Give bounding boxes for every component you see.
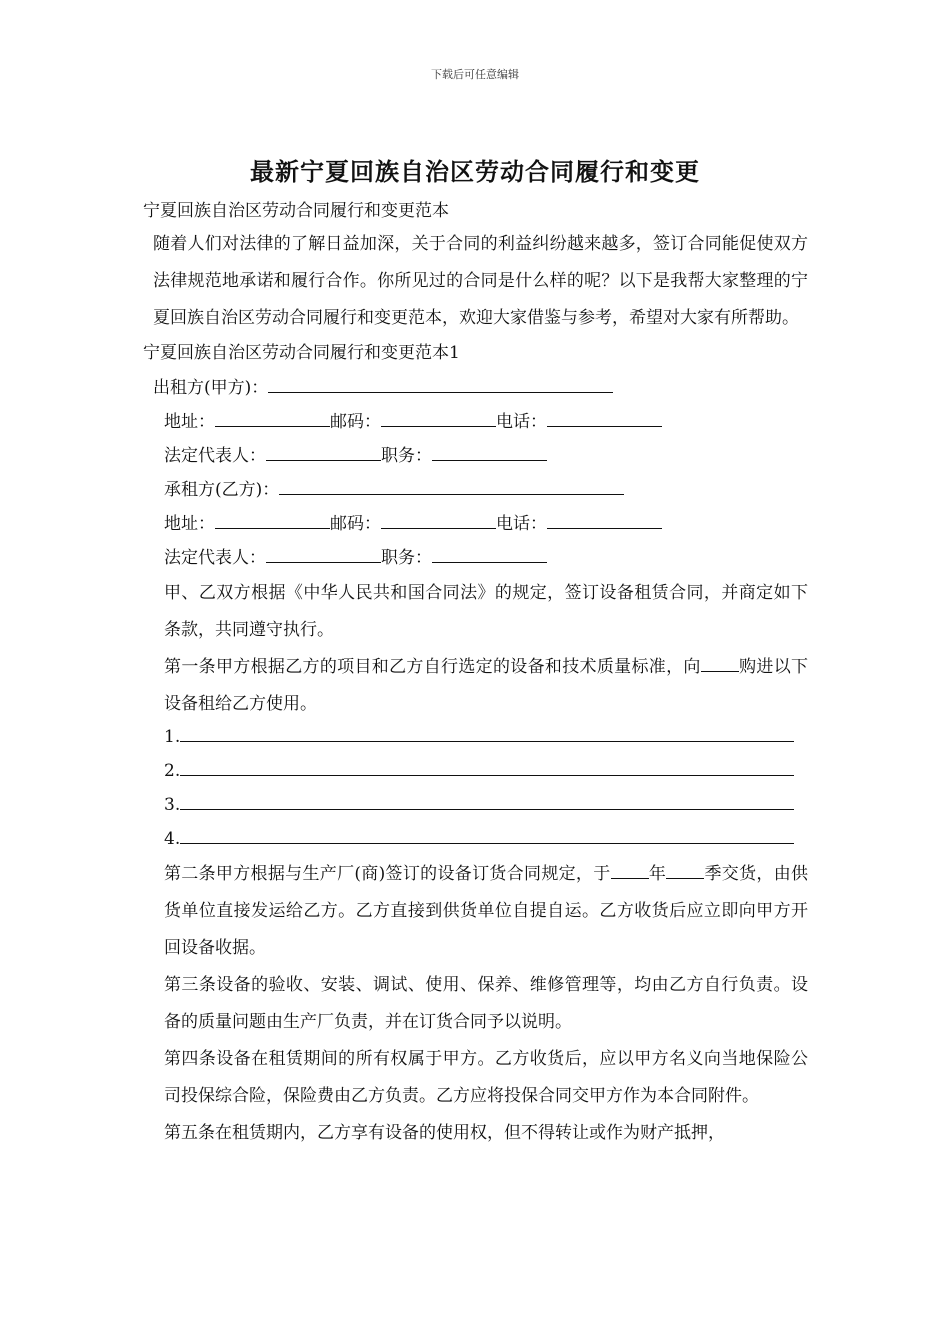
position-label: 职务： [381,446,432,466]
lessor-address-row [143,408,808,434]
phone-blank [547,510,662,529]
item-blank [180,791,794,810]
item-blank [180,825,794,844]
legal-rep-label: 法定代表人： [164,548,266,568]
lessor-label: 出租方(甲方)： [153,378,269,398]
address-label: 地址： [164,412,215,432]
postcode-label: 邮码： [330,412,381,432]
legal-rep-blank [266,544,381,563]
article-2-paragraph [143,856,808,967]
phone-label: 电话： [496,412,547,432]
item-number: 4. [164,829,181,849]
address-blank [215,510,330,529]
year-blank [611,860,649,879]
supplier-blank [701,653,739,672]
lessee-rep-row [143,544,808,570]
item-number: 2. [164,761,181,781]
section-heading: 宁夏回族自治区劳动合同履行和变更范本1 [143,343,460,363]
article-2-text: 第二条甲方根据与生产厂(商)签订的设备订货合同规定，于 [164,864,611,884]
phone-label: 电话： [496,514,547,534]
item-row [143,825,808,851]
lessee-blank [279,476,624,495]
item-number: 1. [164,727,181,747]
item-blank [180,757,794,776]
legal-rep-label: 法定代表人： [164,446,266,466]
lessor-row [143,374,808,400]
article-3-paragraph: 第三条设备的验收、安装、调试、使用、保养、维修管理等，均由乙方自行负责。设备的质量问题由生产厂负责，并在订货合同予以说明。 [164,975,808,1032]
item-number: 3. [164,795,181,815]
item-row [143,757,808,783]
postcode-label: 邮码： [330,514,381,534]
document-body [143,198,808,1152]
postcode-blank [381,408,496,427]
article-5-paragraph: 第五条在租赁期内，乙方享有设备的使用权，但不得转让或作为财产抵押， [164,1123,725,1143]
header-note: 下载后可任意编辑 [431,68,519,81]
lessee-label: 承租方(乙方)： [164,480,280,500]
item-row [143,791,808,817]
lessee-row [143,476,808,502]
quarter-blank [666,860,704,879]
address-label: 地址： [164,514,215,534]
article-1-text-cont: 购进以下设备租给乙方使用。 [164,657,809,714]
item-blank [180,723,794,742]
lessor-rep-row [143,442,808,468]
year-label: 年 [648,864,667,884]
document-title: 最新宁夏回族自治区劳动合同履行和变更 [250,157,700,186]
intro-paragraph: 随着人们对法律的了解日益加深，关于合同的利益纠纷越来越多，签订合同能促使双方法律规范地承诺和履行合作。你所见过的合同是什么样的呢？以下是我帮大家整理的宁夏回族自治区劳动合同履行和变更范本，欢迎大家借鉴与参考，希望对大家有所帮助。 [153,234,808,328]
position-label: 职务： [381,548,432,568]
article-2-text-cont: 季交货，由供货单位直接发运给乙方。乙方直接到供货单位自提自运。乙方收货后应立即向甲方开回设备收据。 [164,864,809,958]
position-blank [432,544,547,563]
lessor-blank [268,374,613,393]
phone-blank [547,408,662,427]
item-row [143,723,808,749]
address-blank [215,408,330,427]
legal-rep-blank [266,442,381,461]
lessee-address-row [143,510,808,536]
article-1-text: 第一条甲方根据乙方的项目和乙方自行选定的设备和技术质量标准，向 [164,657,701,677]
article-4-paragraph: 第四条设备在租赁期间的所有权属于甲方。乙方收货后，应以甲方名义向当地保险公司投保综合险，保险费由乙方负责。乙方应将投保合同交甲方作为本合同附件。 [164,1049,808,1106]
preamble-paragraph: 甲、乙双方根据《中华人民共和国合同法》的规定，签订设备租赁合同，并商定如下条款，共同遵守执行。 [164,583,808,640]
position-blank [432,442,547,461]
subtitle: 宁夏回族自治区劳动合同履行和变更范本 [143,201,449,221]
postcode-blank [381,510,496,529]
article-1-paragraph [143,649,808,723]
